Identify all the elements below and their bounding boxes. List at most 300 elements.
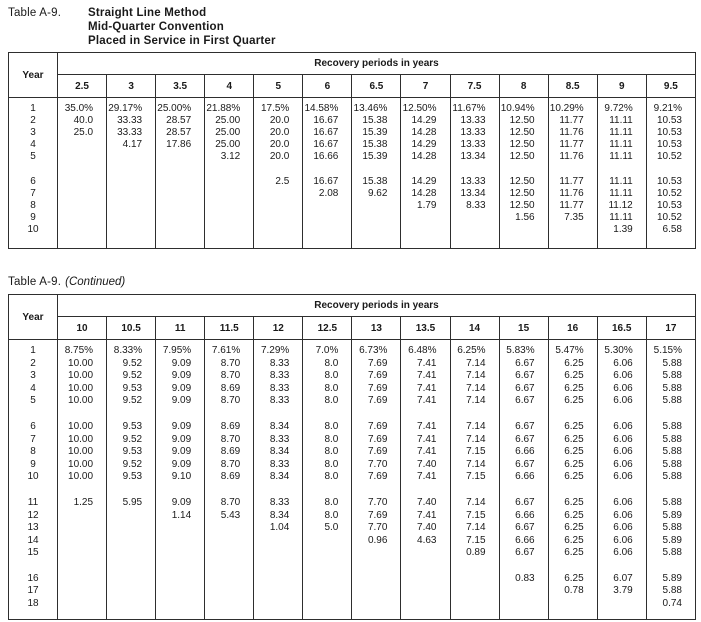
rate-value-cell: 9.52 [107, 458, 156, 471]
rate-value-cell [499, 223, 548, 235]
rate-value-cell: 7.41 [401, 382, 450, 395]
rate-value-cell: 40.0 [58, 114, 107, 126]
table-row [9, 585, 696, 598]
rate-value-cell: 5.88 [646, 420, 695, 433]
recovery-period-header: 9.5 [646, 75, 695, 98]
rate-value-cell: 0.74 [646, 597, 695, 610]
recovery-period-header: 10.5 [107, 317, 156, 340]
year-cell: 8 [9, 445, 58, 458]
rate-value-cell: 8.0 [303, 458, 352, 471]
rate-value-cell: 7.15 [450, 471, 499, 484]
rate-value-cell: 11.76 [548, 187, 597, 199]
table-a9-continued-block [8, 276, 696, 619]
rate-value-cell: 10.00 [58, 471, 107, 484]
rate-value-cell [499, 585, 548, 598]
rate-value-cell: 6.67 [499, 357, 548, 370]
rate-value-cell: 15.39 [352, 150, 401, 162]
rate-value-cell: 10.53 [646, 199, 695, 211]
rate-value-cell: 6.06 [597, 369, 646, 382]
rate-value-cell: 15.38 [352, 138, 401, 150]
rate-value-cell: 9.53 [107, 382, 156, 395]
rate-value-cell: 5.88 [646, 433, 695, 446]
recovery-period-header: 6.5 [352, 75, 401, 98]
rate-value-cell [58, 211, 107, 223]
spacer-cell [597, 610, 646, 620]
rate-value-cell: 20.0 [254, 150, 303, 162]
rate-value-cell: 7.69 [352, 369, 401, 382]
rate-value-cell: 25.00% [156, 102, 205, 114]
spacer-cell [401, 162, 450, 175]
spacer-cell [303, 162, 352, 175]
rate-value-cell: 0.78 [548, 585, 597, 598]
rate-value-cell: 5.83% [499, 344, 548, 357]
rate-value-cell: 6.06 [597, 395, 646, 408]
table-row [9, 597, 696, 610]
table-label: Table A-9. [8, 276, 62, 289]
spacer-cell [254, 235, 303, 249]
rate-value-cell: 8.70 [205, 458, 254, 471]
rate-value-cell: 7.14 [450, 369, 499, 382]
rate-value-cell: 4.17 [107, 138, 156, 150]
rate-value-cell [156, 223, 205, 235]
rate-value-cell [254, 199, 303, 211]
rate-value-cell: 8.70 [205, 395, 254, 408]
rate-value-cell: 25.00 [205, 138, 254, 150]
rate-value-cell [450, 211, 499, 223]
spacer-cell [107, 610, 156, 620]
spacer-cell [156, 235, 205, 249]
table-title-line-1: Straight Line Method [88, 7, 207, 19]
rate-value-cell: 5.88 [646, 471, 695, 484]
rate-value-cell [58, 534, 107, 547]
spacer-cell [58, 407, 107, 420]
spacer-cell [156, 162, 205, 175]
table-title-line-3: Placed in Service in First Quarter [88, 34, 276, 47]
rate-value-cell [156, 187, 205, 199]
rate-value-cell: 12.50 [499, 126, 548, 138]
rate-value-cell [450, 585, 499, 598]
rate-value-cell [499, 597, 548, 610]
recovery-periods-span-header: Recovery periods in years [58, 53, 696, 75]
rate-value-cell: 7.35 [548, 211, 597, 223]
rate-value-cell: 6.25 [548, 420, 597, 433]
rate-value-cell [303, 211, 352, 223]
spacer-cell [548, 407, 597, 420]
year-cell: 16 [9, 572, 58, 585]
rate-value-cell [205, 585, 254, 598]
rate-value-cell: 8.0 [303, 357, 352, 370]
rate-value-cell: 8.33% [107, 344, 156, 357]
recovery-period-header: 7 [401, 75, 450, 98]
rate-value-cell [58, 187, 107, 199]
rate-value-cell: 9.53 [107, 445, 156, 458]
rate-value-cell: 7.14 [450, 357, 499, 370]
rate-value-cell [205, 547, 254, 560]
rate-value-cell: 8.33 [254, 433, 303, 446]
header-span-row [9, 295, 696, 317]
rate-value-cell: 11.11 [597, 175, 646, 187]
table-label: Table A-9. [8, 7, 62, 19]
rate-value-cell: 8.70 [205, 369, 254, 382]
rate-value-cell [254, 211, 303, 223]
recovery-period-header: 3.5 [156, 75, 205, 98]
rate-value-cell: 5.88 [646, 445, 695, 458]
rate-value-cell [303, 547, 352, 560]
rate-value-cell: 6.73% [352, 344, 401, 357]
rate-value-cell: 10.52 [646, 211, 695, 223]
rate-value-cell: 8.69 [205, 471, 254, 484]
rate-value-cell [254, 534, 303, 547]
table-a9-first-quarter-block [8, 0, 696, 249]
spacer-cell [352, 610, 401, 620]
rate-value-cell: 6.06 [597, 433, 646, 446]
recovery-period-header: 12.5 [303, 317, 352, 340]
rate-value-cell: 8.0 [303, 496, 352, 509]
rate-value-cell: 6.25 [548, 369, 597, 382]
rate-value-cell: 5.30% [597, 344, 646, 357]
rate-value-cell [205, 521, 254, 534]
recovery-period-header: 4 [205, 75, 254, 98]
recovery-period-header: 11 [156, 317, 205, 340]
rate-value-cell [303, 199, 352, 211]
rate-value-cell: 5.95 [107, 496, 156, 509]
spacer-cell [303, 610, 352, 620]
spacer-cell [352, 162, 401, 175]
recovery-period-header: 2.5 [58, 75, 107, 98]
table-a9-continued-caption [8, 276, 696, 290]
rate-value-cell: 10.00 [58, 420, 107, 433]
rate-value-cell [205, 223, 254, 235]
rate-value-cell [156, 199, 205, 211]
rate-value-cell: 1.04 [254, 521, 303, 534]
spacer-row [9, 407, 696, 420]
rate-value-cell: 7.41 [401, 369, 450, 382]
rate-value-cell [352, 572, 401, 585]
spacer-cell [58, 483, 107, 496]
spacer-cell [401, 610, 450, 620]
rate-value-cell: 7.41 [401, 395, 450, 408]
rate-value-cell: 6.06 [597, 420, 646, 433]
table-row [9, 534, 696, 547]
recovery-period-header: 6 [303, 75, 352, 98]
rate-value-cell: 8.69 [205, 445, 254, 458]
rate-value-cell: 6.25 [548, 496, 597, 509]
rate-value-cell: 7.41 [401, 357, 450, 370]
rate-value-cell [58, 521, 107, 534]
rate-value-cell [107, 211, 156, 223]
rate-value-cell: 9.09 [156, 458, 205, 471]
rate-value-cell: 7.15 [450, 445, 499, 458]
spacer-cell [450, 162, 499, 175]
spacer-cell [401, 483, 450, 496]
rate-value-cell [107, 547, 156, 560]
spacer-cell [9, 483, 58, 496]
rate-value-cell: 8.33 [450, 199, 499, 211]
year-cell: 5 [9, 150, 58, 162]
rate-value-cell: 5.88 [646, 395, 695, 408]
table-row [9, 187, 696, 199]
rate-value-cell: 5.89 [646, 534, 695, 547]
rate-value-cell: 6.06 [597, 458, 646, 471]
spacer-cell [401, 559, 450, 572]
rate-value-cell: 7.15 [450, 534, 499, 547]
rate-value-cell: 35.0% [58, 102, 107, 114]
rate-value-cell: 9.52 [107, 357, 156, 370]
rate-value-cell: 9.62 [352, 187, 401, 199]
spacer-cell [646, 483, 695, 496]
rate-value-cell: 6.07 [597, 572, 646, 585]
spacer-cell [205, 559, 254, 572]
rate-value-cell: 11.77 [548, 138, 597, 150]
rate-value-cell: 1.39 [597, 223, 646, 235]
rate-value-cell [303, 534, 352, 547]
rate-value-cell: 7.95% [156, 344, 205, 357]
rate-value-cell: 5.88 [646, 382, 695, 395]
spacer-row [9, 235, 696, 249]
year-cell: 11 [9, 496, 58, 509]
rate-value-cell: 9.09 [156, 395, 205, 408]
rate-value-cell: 7.61% [205, 344, 254, 357]
recovery-period-header: 17 [646, 317, 695, 340]
table-a9-caption [8, 0, 696, 48]
rate-value-cell: 5.89 [646, 509, 695, 522]
rate-value-cell: 9.52 [107, 395, 156, 408]
recovery-period-header: 8 [499, 75, 548, 98]
rate-value-cell [401, 211, 450, 223]
year-cell: 3 [9, 369, 58, 382]
rate-value-cell: 33.33 [107, 126, 156, 138]
rate-value-cell [58, 572, 107, 585]
rate-value-cell [597, 597, 646, 610]
recovery-period-header: 13 [352, 317, 401, 340]
rate-value-cell: 9.09 [156, 445, 205, 458]
spacer-cell [9, 162, 58, 175]
rate-value-cell: 5.15% [646, 344, 695, 357]
rate-value-cell: 8.70 [205, 357, 254, 370]
rate-value-cell: 8.34 [254, 445, 303, 458]
spacer-cell [597, 162, 646, 175]
rate-value-cell: 1.56 [499, 211, 548, 223]
rate-value-cell: 6.67 [499, 458, 548, 471]
spacer-cell [205, 610, 254, 620]
spacer-cell [107, 407, 156, 420]
rate-value-cell [156, 585, 205, 598]
rate-value-cell: 8.0 [303, 369, 352, 382]
rate-value-cell: 7.14 [450, 433, 499, 446]
rate-value-cell: 14.29 [401, 175, 450, 187]
rate-value-cell [352, 585, 401, 598]
rate-value-cell: 6.25 [548, 521, 597, 534]
rate-value-cell: 13.33 [450, 126, 499, 138]
table-row [9, 344, 696, 357]
spacer-cell [9, 407, 58, 420]
spacer-cell [107, 483, 156, 496]
year-cell: 6 [9, 175, 58, 187]
year-cell: 13 [9, 521, 58, 534]
spacer-cell [254, 407, 303, 420]
spacer-cell [254, 559, 303, 572]
rate-value-cell [58, 199, 107, 211]
spacer-cell [205, 162, 254, 175]
rate-value-cell: 3.12 [205, 150, 254, 162]
rate-value-cell: 9.21% [646, 102, 695, 114]
rate-value-cell: 25.00 [205, 114, 254, 126]
spacer-cell [303, 483, 352, 496]
spacer-cell [597, 559, 646, 572]
rate-value-cell: 6.06 [597, 547, 646, 560]
rate-value-cell: 8.33 [254, 496, 303, 509]
rate-value-cell: 6.06 [597, 534, 646, 547]
rate-value-cell [352, 597, 401, 610]
rate-value-cell: 8.70 [205, 433, 254, 446]
rate-value-cell: 15.39 [352, 126, 401, 138]
spacer-cell [156, 610, 205, 620]
rate-value-cell: 10.52 [646, 187, 695, 199]
rate-value-cell: 8.0 [303, 433, 352, 446]
table-row [9, 150, 696, 162]
rate-value-cell: 6.06 [597, 382, 646, 395]
rate-value-cell: 16.66 [303, 150, 352, 162]
spacer-cell [499, 235, 548, 249]
rate-value-cell [352, 547, 401, 560]
rate-value-cell: 6.67 [499, 496, 548, 509]
rate-value-cell: 6.25 [548, 572, 597, 585]
rate-value-cell [58, 138, 107, 150]
spacer-cell [58, 162, 107, 175]
table-row [9, 175, 696, 187]
spacer-cell [58, 559, 107, 572]
rate-value-cell [156, 547, 205, 560]
spacer-cell [548, 235, 597, 249]
rate-value-cell: 8.33 [254, 395, 303, 408]
rate-value-cell: 28.57 [156, 126, 205, 138]
spacer-cell [156, 559, 205, 572]
rate-value-cell: 9.53 [107, 420, 156, 433]
rate-value-cell: 7.69 [352, 420, 401, 433]
rate-value-cell: 14.28 [401, 126, 450, 138]
rate-value-cell: 29.17% [107, 102, 156, 114]
spacer-cell [548, 162, 597, 175]
rate-value-cell [58, 175, 107, 187]
year-cell: 17 [9, 585, 58, 598]
rate-value-cell: 6.25 [548, 382, 597, 395]
rate-value-cell: 10.52 [646, 150, 695, 162]
rate-value-cell: 7.14 [450, 420, 499, 433]
rate-value-cell: 10.53 [646, 175, 695, 187]
rate-value-cell: 12.50 [499, 187, 548, 199]
rate-value-cell: 7.69 [352, 433, 401, 446]
rate-value-cell: 11.77 [548, 175, 597, 187]
rate-value-cell: 20.0 [254, 126, 303, 138]
rate-value-cell: 9.52 [107, 369, 156, 382]
rate-value-cell: 14.58% [303, 102, 352, 114]
rate-value-cell: 6.67 [499, 395, 548, 408]
rate-value-cell: 6.25 [548, 509, 597, 522]
recovery-period-header: 13.5 [401, 317, 450, 340]
rate-value-cell [352, 199, 401, 211]
rate-value-cell: 10.00 [58, 445, 107, 458]
rate-value-cell: 6.25 [548, 547, 597, 560]
rate-value-cell [156, 175, 205, 187]
rate-value-cell: 21.88% [205, 102, 254, 114]
rate-value-cell: 14.28 [401, 150, 450, 162]
rate-value-cell [107, 199, 156, 211]
rate-value-cell: 9.09 [156, 369, 205, 382]
rate-value-cell [156, 150, 205, 162]
rate-value-cell: 9.52 [107, 433, 156, 446]
year-cell: 9 [9, 458, 58, 471]
rate-value-cell [352, 211, 401, 223]
spacer-row [9, 162, 696, 175]
year-cell: 6 [9, 420, 58, 433]
rate-value-cell: 5.47% [548, 344, 597, 357]
rate-value-cell [303, 572, 352, 585]
rate-value-cell: 10.94% [499, 102, 548, 114]
rate-value-cell: 8.33 [254, 458, 303, 471]
table-row [9, 572, 696, 585]
rate-value-cell: 15.38 [352, 114, 401, 126]
rate-value-cell [401, 547, 450, 560]
recovery-period-header: 7.5 [450, 75, 499, 98]
spacer-cell [646, 162, 695, 175]
table-row [9, 126, 696, 138]
rate-value-cell: 6.48% [401, 344, 450, 357]
rate-value-cell [156, 534, 205, 547]
rate-value-cell: 25.0 [58, 126, 107, 138]
rate-value-cell: 6.06 [597, 471, 646, 484]
table-row [9, 521, 696, 534]
spacer-cell [9, 235, 58, 249]
rate-value-cell: 7.15 [450, 509, 499, 522]
rate-value-cell: 6.06 [597, 357, 646, 370]
rate-value-cell [107, 187, 156, 199]
rate-value-cell [254, 223, 303, 235]
rate-value-cell: 6.06 [597, 496, 646, 509]
spacer-cell [548, 610, 597, 620]
spacer-cell [156, 483, 205, 496]
rate-value-cell: 2.08 [303, 187, 352, 199]
rate-value-cell [303, 585, 352, 598]
rate-value-cell [107, 572, 156, 585]
rate-value-cell: 6.25 [548, 395, 597, 408]
rate-value-cell: 7.14 [450, 521, 499, 534]
rate-value-cell: 17.5% [254, 102, 303, 114]
rate-value-cell: 11.77 [548, 114, 597, 126]
rate-value-cell: 8.34 [254, 509, 303, 522]
recovery-period-header: 10 [58, 317, 107, 340]
table-row [9, 471, 696, 484]
rate-value-cell: 12.50 [499, 114, 548, 126]
rate-value-cell: 10.53 [646, 138, 695, 150]
rate-value-cell [303, 223, 352, 235]
spacer-cell [450, 407, 499, 420]
rate-value-cell: 6.66 [499, 445, 548, 458]
rate-value-cell [58, 597, 107, 610]
spacer-cell [352, 407, 401, 420]
rate-value-cell: 6.67 [499, 521, 548, 534]
rate-value-cell [107, 534, 156, 547]
rate-value-cell: 5.88 [646, 521, 695, 534]
recovery-period-header: 5 [254, 75, 303, 98]
spacer-cell [107, 559, 156, 572]
rate-value-cell [205, 175, 254, 187]
rate-value-cell: 7.14 [450, 458, 499, 471]
rate-value-cell: 8.33 [254, 382, 303, 395]
rate-value-cell: 20.0 [254, 138, 303, 150]
recovery-periods-span-header: Recovery periods in years [58, 295, 696, 317]
rate-value-cell: 7.41 [401, 445, 450, 458]
rate-value-cell: 6.06 [597, 509, 646, 522]
